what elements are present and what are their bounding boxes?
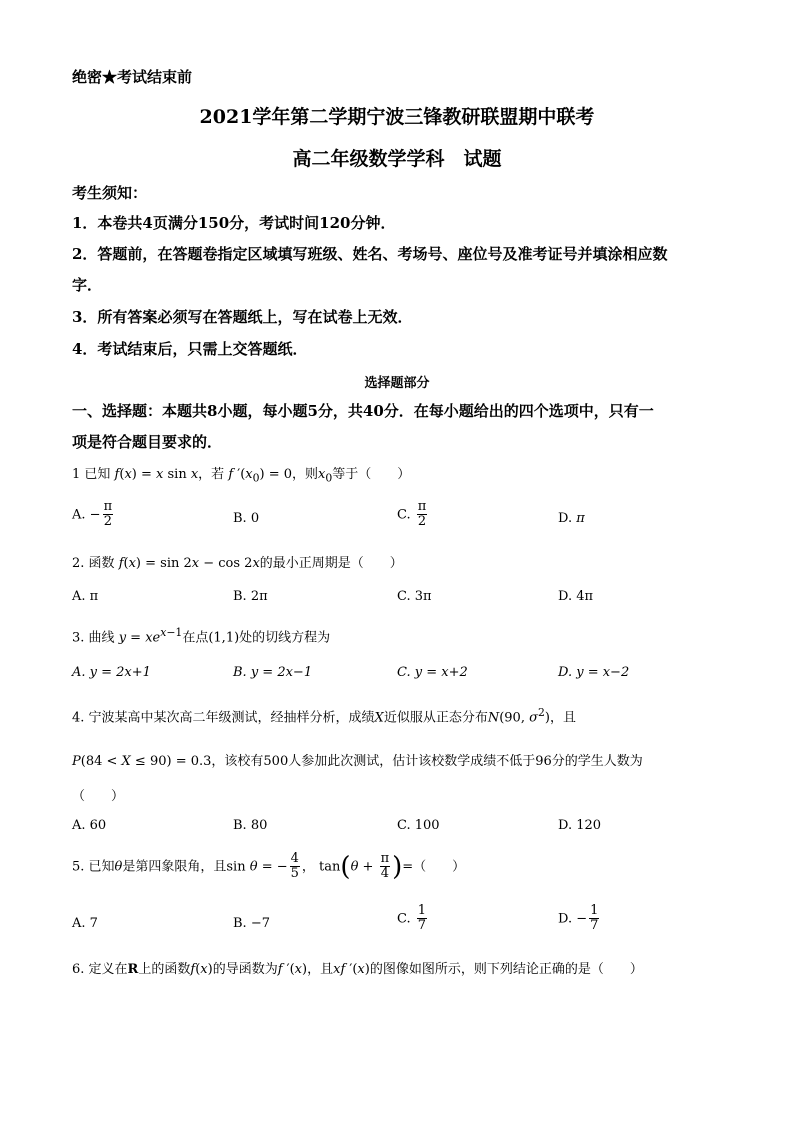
question-5-option-c: C. $\frac{1}{7}$ — [397, 903, 427, 934]
section-intro: 项是符合题目要求的． — [72, 433, 223, 451]
question-1-option-c: C. $\frac{\pi}{2}$ — [397, 499, 427, 530]
question-1-option-a: A. − $\frac{\pi}{2}$ — [72, 499, 113, 530]
question-2-option-a: A. π — [72, 589, 99, 604]
question-2-option-d: D. 4π — [558, 589, 594, 604]
question-2: 2. 函数 f(x) = sin 2x − cos 2x的最小正周期是（ ） — [72, 556, 403, 571]
notice-heading: 考生须知： — [72, 184, 148, 202]
notice-item: 1．本卷共4页满分150分，考试时间120分钟． — [72, 214, 396, 232]
notice-item: 字． — [72, 276, 103, 294]
question-4-line-2: P(84 < X ≤ 90) = 0.3，该校有500人参加此次测试，估计该校数学成绩不低于96分的学生人数为 — [72, 754, 643, 769]
section-intro: 一、选择题：本题共8小题，每小题5分，共40分．在每小题给出的四个选项中，只有一 — [72, 402, 654, 420]
question-4-line-3: （ ） — [72, 789, 125, 804]
notice-item: 3．所有答案必须写在答题纸上，写在试卷上无效． — [72, 308, 413, 326]
notice-item: 4．考试结束后，只需上交答题纸． — [72, 340, 308, 358]
question-1-option-b: B. 0 — [233, 511, 260, 526]
question-4-line-1: 4. 宁波某高中某次高二年级测试，经抽样分析，成绩X近似服从正态分布N(90, $\sigma^2$)，且 — [72, 706, 576, 726]
question-4-option-a: A. 60 — [72, 818, 107, 833]
question-3-option-b: B. y = 2x−1 — [233, 665, 313, 680]
exam-title: 2021学年第二学期宁波三锋教研联盟期中联考 — [199, 106, 595, 128]
question-5-option-d: D. − $\frac{1}{7}$ — [558, 903, 599, 934]
question-3-option-a: A. y = 2x+1 — [72, 665, 151, 680]
question-3: 3. 曲线 $y = xe^{x-1}$在点(1,1)处的切线方程为 — [72, 626, 331, 646]
question-5-option-a: A. 7 — [72, 916, 98, 931]
question-4-option-b: B. 80 — [233, 818, 268, 833]
question-5-option-b: B. −7 — [233, 916, 270, 931]
question-5: 5. 已知θ是第四象限角，且sin θ = − $\frac{4}{5}$ ， tan(θ + $\frac{\pi}{4}$ )=（ ） — [72, 851, 466, 882]
question-1-option-d: D. π — [558, 511, 585, 526]
question-4-option-c: C. 100 — [397, 818, 440, 833]
question-3-option-c: C. y = x+2 — [397, 665, 468, 680]
question-2-option-c: C. 3π — [397, 589, 432, 604]
section-title: 选择题部分 — [364, 376, 430, 391]
question-4-option-d: D. 120 — [558, 818, 602, 833]
confidential-mark: 绝密★考试结束前 — [72, 68, 193, 86]
exam-subtitle: 高二年级数学学科 试题 — [292, 148, 502, 170]
question-3-option-d: D. y = x−2 — [558, 665, 630, 680]
question-1: 1 已知 f(x) = x sin x，若 f $'(x_0) = 0$，则$x_0$等于（ ） — [72, 467, 411, 485]
question-2-option-b: B. 2π — [233, 589, 268, 604]
notice-item: 2．答题前，在答题卷指定区域填写班级、姓名、考场号、座位号及准考证号并填涂相应数 — [72, 245, 668, 263]
question-6: 6. 定义在R上的函数f(x)的导函数为f ′(x)，且xf ′(x)的图像如图所示，则下列结论正确的是（ ） — [72, 962, 643, 977]
